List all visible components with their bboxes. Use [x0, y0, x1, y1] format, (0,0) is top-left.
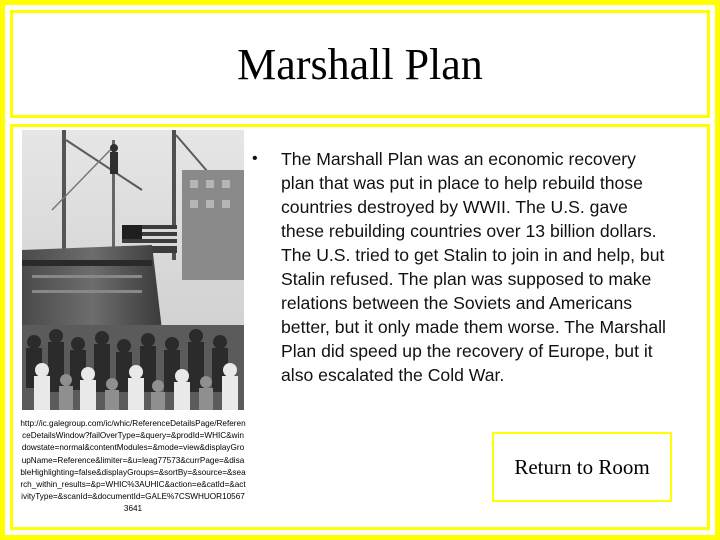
slide-title: Marshall Plan: [237, 39, 483, 89]
bullet-list: [252, 147, 670, 387]
historical-photo: [22, 130, 244, 410]
bullet-item: [252, 147, 670, 387]
bullet-text: The Marshall Plan was an economic recovery plan that was put in place to help rebuild those countries destroyed by WWII. The U.S. gave these rebuilding countries over 13 billion dollars. The U.S. tried to get Stalin to join in and help, but Stalin refused. The plan was supposed to make relations between the Soviets and Americans better, but it only made them worse. The Marshall Plan did speed up the recovery of Europe, but it also escalated the Cold War.: [281, 149, 666, 385]
bullet-dot: •: [252, 150, 258, 167]
photo-source-caption: http://ic.galegroup.com/ic/whic/ReferenceDetailsPage/ReferenceDetailsWindow?failOverType=&query=&prodId=WHIC&windowstate=normal&contentModules=&mode=view&displayGroupName=Reference&limiter=&u=leag77573&currPage=&disableHighlighting=false&displayGroups=&sortBy=&source=&search_within_results=&p=WHIC%3AUHIC&action=e&catId=&activityType=&scanId=&documentId=GALE%7CSWHUOR105673641: [20, 419, 246, 514]
title-box: [10, 10, 710, 118]
return-to-room-button[interactable]: Return to Room: [492, 432, 672, 502]
